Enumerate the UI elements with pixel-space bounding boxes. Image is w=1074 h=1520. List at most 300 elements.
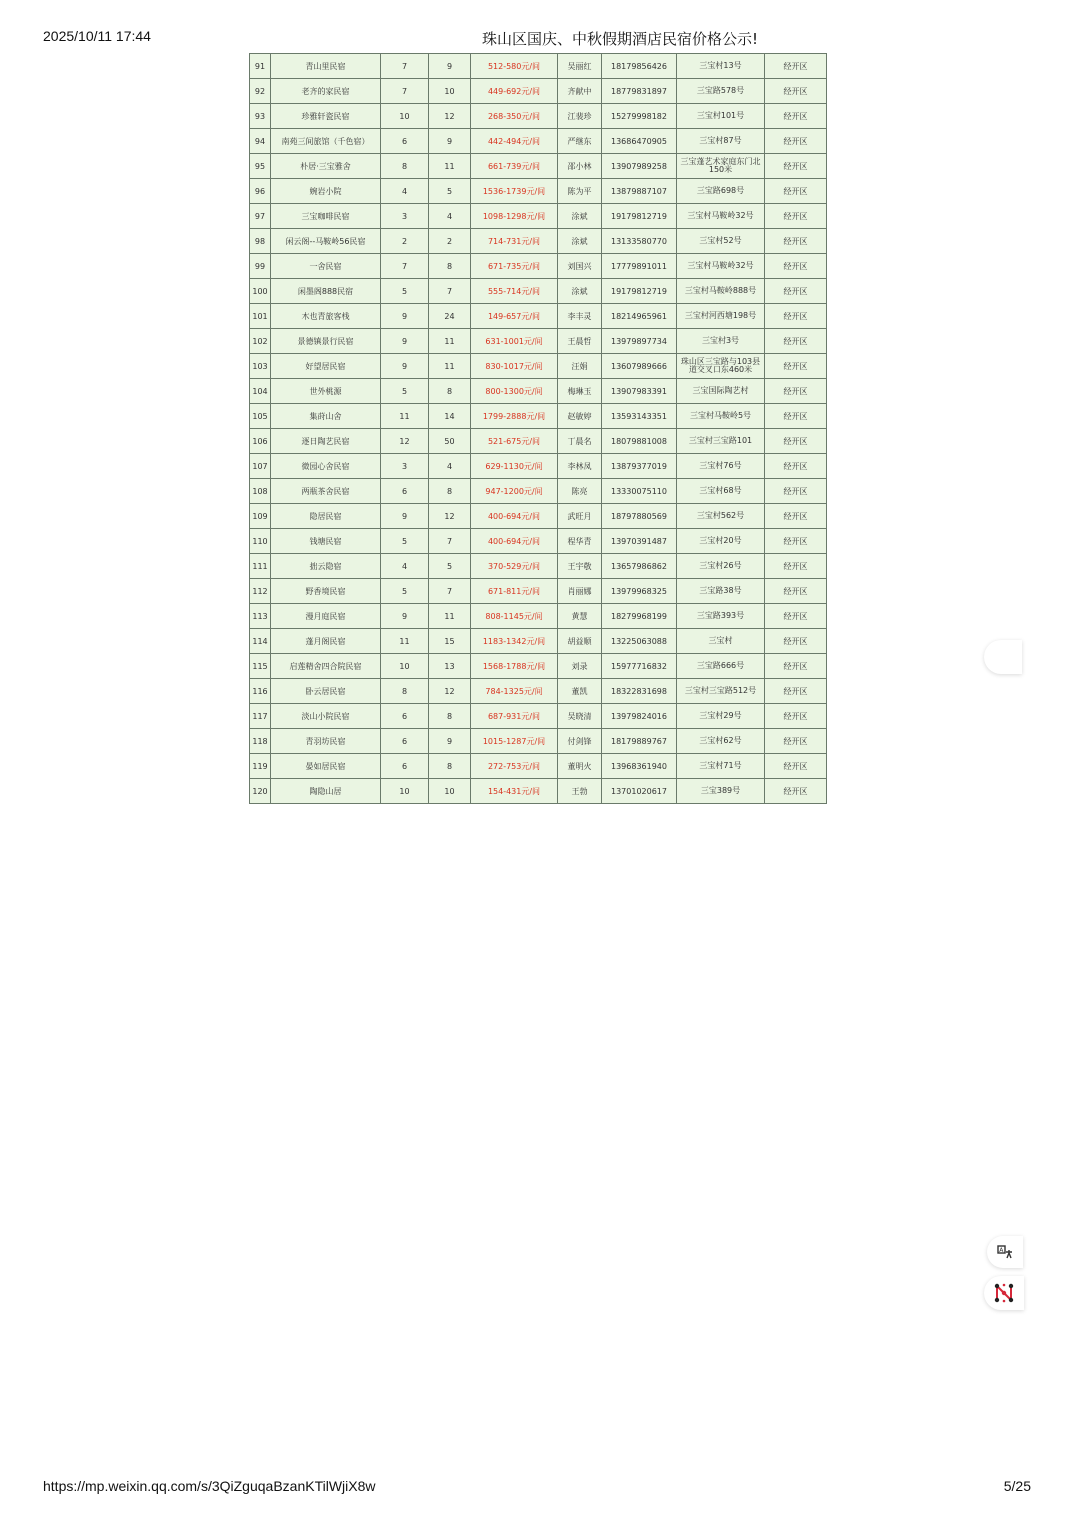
cell-index: 107 xyxy=(250,454,271,479)
cell-beds: 13 xyxy=(429,654,471,679)
cell-index: 112 xyxy=(250,579,271,604)
cell-name: 朴居·三宝雅舍 xyxy=(271,154,381,179)
cell-name: 青羽坊民宿 xyxy=(271,729,381,754)
cell-address: 三宝村87号 xyxy=(677,129,765,154)
table-row xyxy=(250,454,827,479)
cell-address: 三宝村29号 xyxy=(677,704,765,729)
table-row xyxy=(250,479,827,504)
cell-contact: 李丰灵 xyxy=(558,304,602,329)
cell-address: 三宝路698号 xyxy=(677,179,765,204)
cell-price: 808-1145元/间 xyxy=(471,604,558,629)
cell-contact: 黄慧 xyxy=(558,604,602,629)
page-number: 5/25 xyxy=(1003,1478,1031,1494)
cell-beds: 14 xyxy=(429,404,471,429)
cell-beds: 4 xyxy=(429,454,471,479)
cell-name: 南苑三间旅馆（千色宿） xyxy=(271,129,381,154)
table-row xyxy=(250,179,827,204)
table-row xyxy=(250,154,827,179)
cell-name: 蓬月阁民宿 xyxy=(271,629,381,654)
table-row xyxy=(250,279,827,304)
cell-address: 三宝389号 xyxy=(677,779,765,804)
cell-rooms: 2 xyxy=(381,229,429,254)
table-row xyxy=(250,729,827,754)
cell-price: 629-1130元/间 xyxy=(471,454,558,479)
cell-address: 三宝村河西塘198号 xyxy=(677,304,765,329)
cell-price: 149-657元/间 xyxy=(471,304,558,329)
cell-beds: 5 xyxy=(429,179,471,204)
cell-district: 经开区 xyxy=(765,329,827,354)
cell-contact: 刘录 xyxy=(558,654,602,679)
cell-name: 珍雅轩瓷民宿 xyxy=(271,104,381,129)
cell-index: 120 xyxy=(250,779,271,804)
cell-rooms: 7 xyxy=(381,254,429,279)
cell-name: 微园心舍民宿 xyxy=(271,454,381,479)
cell-index: 106 xyxy=(250,429,271,454)
cell-price: 555-714元/间 xyxy=(471,279,558,304)
table-row xyxy=(250,654,827,679)
cell-contact: 肖丽娜 xyxy=(558,579,602,604)
cell-district: 经开区 xyxy=(765,129,827,154)
cell-beds: 50 xyxy=(429,429,471,454)
cell-name: 世外桃源 xyxy=(271,379,381,404)
table-body xyxy=(250,54,827,804)
table-row xyxy=(250,354,827,379)
cell-address: 三宝村马鞍岭5号 xyxy=(677,404,765,429)
cell-phone: 18797880569 xyxy=(602,504,677,529)
cell-rooms: 10 xyxy=(381,654,429,679)
cell-name: 启莲精舍四合院民宿 xyxy=(271,654,381,679)
cell-phone: 18179889767 xyxy=(602,729,677,754)
cell-price: 268-350元/间 xyxy=(471,104,558,129)
cell-contact: 江裴珍 xyxy=(558,104,602,129)
cell-rooms: 8 xyxy=(381,679,429,704)
cell-contact: 刘国兴 xyxy=(558,254,602,279)
cell-beds: 4 xyxy=(429,204,471,229)
cell-contact: 丁晨名 xyxy=(558,429,602,454)
cell-phone: 18322831698 xyxy=(602,679,677,704)
cell-rooms: 7 xyxy=(381,54,429,79)
cell-beds: 11 xyxy=(429,604,471,629)
cell-phone: 18214965961 xyxy=(602,304,677,329)
table-row xyxy=(250,579,827,604)
cell-address: 三宝村62号 xyxy=(677,729,765,754)
cell-name: 闲墨阁888民宿 xyxy=(271,279,381,304)
cell-price: 1098-1298元/间 xyxy=(471,204,558,229)
cell-district: 经开区 xyxy=(765,404,827,429)
cell-rooms: 6 xyxy=(381,479,429,504)
cell-name: 钱塘民宿 xyxy=(271,529,381,554)
cell-phone: 13979897734 xyxy=(602,329,677,354)
cell-price: 947-1200元/间 xyxy=(471,479,558,504)
cell-phone: 15279998182 xyxy=(602,104,677,129)
cell-beds: 8 xyxy=(429,704,471,729)
cell-rooms: 9 xyxy=(381,329,429,354)
cell-district: 经开区 xyxy=(765,104,827,129)
cell-address: 三宝村71号 xyxy=(677,754,765,779)
table-row xyxy=(250,404,827,429)
cell-contact: 胡益顺 xyxy=(558,629,602,654)
cell-district: 经开区 xyxy=(765,54,827,79)
cell-address: 三宝路38号 xyxy=(677,579,765,604)
cell-name: 逐日陶艺民宿 xyxy=(271,429,381,454)
cell-contact: 李林凤 xyxy=(558,454,602,479)
cell-district: 经开区 xyxy=(765,254,827,279)
page-url: https://mp.weixin.qq.com/s/3QiZguqaBzanKTilWjiX8w xyxy=(43,1478,376,1494)
cell-beds: 8 xyxy=(429,754,471,779)
cell-beds: 8 xyxy=(429,479,471,504)
cell-phone: 13970391487 xyxy=(602,529,677,554)
cell-phone: 18279968199 xyxy=(602,604,677,629)
table-row xyxy=(250,104,827,129)
cell-rooms: 10 xyxy=(381,104,429,129)
cell-address: 三宝路578号 xyxy=(677,79,765,104)
cell-price: 800-1300元/间 xyxy=(471,379,558,404)
cell-index: 102 xyxy=(250,329,271,354)
cell-contact: 邵小林 xyxy=(558,154,602,179)
table-row xyxy=(250,379,827,404)
svg-text:A: A xyxy=(999,1247,1004,1254)
cell-index: 114 xyxy=(250,629,271,654)
cell-name: 野香境民宿 xyxy=(271,579,381,604)
cell-beds: 9 xyxy=(429,54,471,79)
cell-phone: 15977716832 xyxy=(602,654,677,679)
cell-index: 119 xyxy=(250,754,271,779)
cell-rooms: 9 xyxy=(381,504,429,529)
cell-contact: 程华青 xyxy=(558,529,602,554)
cell-name: 婉岩小院 xyxy=(271,179,381,204)
cell-district: 经开区 xyxy=(765,79,827,104)
cell-index: 98 xyxy=(250,229,271,254)
cell-district: 经开区 xyxy=(765,479,827,504)
cell-price: 671-811元/间 xyxy=(471,579,558,604)
cell-district: 经开区 xyxy=(765,604,827,629)
cell-rooms: 5 xyxy=(381,379,429,404)
cell-name: 卧云居民宿 xyxy=(271,679,381,704)
cell-contact: 王晨哲 xyxy=(558,329,602,354)
cell-beds: 8 xyxy=(429,379,471,404)
cell-index: 95 xyxy=(250,154,271,179)
cell-name: 集莳山舍 xyxy=(271,404,381,429)
cell-phone: 13686470905 xyxy=(602,129,677,154)
cell-rooms: 9 xyxy=(381,304,429,329)
cell-district: 经开区 xyxy=(765,429,827,454)
cell-name: 景德镇景行民宿 xyxy=(271,329,381,354)
cell-index: 104 xyxy=(250,379,271,404)
cell-address: 三宝蓬艺术家庭东门北150米 xyxy=(677,154,765,179)
cell-phone: 13979968325 xyxy=(602,579,677,604)
cell-district: 经开区 xyxy=(765,304,827,329)
cell-phone: 13879887107 xyxy=(602,179,677,204)
cell-rooms: 10 xyxy=(381,779,429,804)
cell-beds: 24 xyxy=(429,304,471,329)
cell-phone: 18179856426 xyxy=(602,54,677,79)
translate-icon xyxy=(997,1244,1013,1260)
cell-price: 272-753元/间 xyxy=(471,754,558,779)
cell-phone: 13133580770 xyxy=(602,229,677,254)
cell-rooms: 3 xyxy=(381,454,429,479)
cell-contact: 赵敏婷 xyxy=(558,404,602,429)
cell-contact: 陈为平 xyxy=(558,179,602,204)
cell-district: 经开区 xyxy=(765,454,827,479)
cell-phone: 19179812719 xyxy=(602,279,677,304)
cell-district: 经开区 xyxy=(765,754,827,779)
cell-district: 经开区 xyxy=(765,654,827,679)
cell-rooms: 5 xyxy=(381,529,429,554)
cell-phone: 13907989258 xyxy=(602,154,677,179)
cell-address: 三宝村13号 xyxy=(677,54,765,79)
cell-address: 三宝村马鞍岭888号 xyxy=(677,279,765,304)
cell-name: 晏如居民宿 xyxy=(271,754,381,779)
cell-name: 漫月庭民宿 xyxy=(271,604,381,629)
cell-phone: 17779891011 xyxy=(602,254,677,279)
cell-district: 经开区 xyxy=(765,204,827,229)
table-row xyxy=(250,329,827,354)
cell-address: 三宝村101号 xyxy=(677,104,765,129)
cell-district: 经开区 xyxy=(765,779,827,804)
cell-district: 经开区 xyxy=(765,354,827,379)
cell-index: 115 xyxy=(250,654,271,679)
cell-district: 经开区 xyxy=(765,504,827,529)
cell-rooms: 5 xyxy=(381,279,429,304)
cell-price: 400-694元/间 xyxy=(471,529,558,554)
cell-beds: 12 xyxy=(429,104,471,129)
cell-name: 隐居民宿 xyxy=(271,504,381,529)
cell-price: 1536-1739元/间 xyxy=(471,179,558,204)
cell-contact: 涂斌 xyxy=(558,229,602,254)
cell-phone: 13330075110 xyxy=(602,479,677,504)
cell-address: 三宝村三宝路512号 xyxy=(677,679,765,704)
cell-index: 118 xyxy=(250,729,271,754)
table-row xyxy=(250,54,827,79)
cell-phone: 18079881008 xyxy=(602,429,677,454)
cell-contact: 王勃 xyxy=(558,779,602,804)
cell-price: 400-694元/间 xyxy=(471,504,558,529)
cell-phone: 13701020617 xyxy=(602,779,677,804)
cell-price: 1799-2888元/间 xyxy=(471,404,558,429)
cell-rooms: 3 xyxy=(381,204,429,229)
cell-rooms: 6 xyxy=(381,129,429,154)
cell-phone: 13593143351 xyxy=(602,404,677,429)
cell-district: 经开区 xyxy=(765,229,827,254)
cell-address: 三宝路393号 xyxy=(677,604,765,629)
cell-name: 好望居民宿 xyxy=(271,354,381,379)
cell-rooms: 11 xyxy=(381,629,429,654)
cell-price: 512-580元/间 xyxy=(471,54,558,79)
cell-district: 经开区 xyxy=(765,154,827,179)
cell-address: 三宝路666号 xyxy=(677,654,765,679)
table-row xyxy=(250,629,827,654)
cell-phone: 13907983391 xyxy=(602,379,677,404)
cell-district: 经开区 xyxy=(765,704,827,729)
cell-index: 111 xyxy=(250,554,271,579)
cell-phone: 13225063088 xyxy=(602,629,677,654)
cell-beds: 12 xyxy=(429,679,471,704)
cell-rooms: 4 xyxy=(381,179,429,204)
cell-rooms: 11 xyxy=(381,404,429,429)
translate-button[interactable] xyxy=(987,1236,1023,1268)
cell-contact: 涂斌 xyxy=(558,279,602,304)
cell-contact: 武旺月 xyxy=(558,504,602,529)
cell-district: 经开区 xyxy=(765,554,827,579)
cell-price: 1183-1342元/间 xyxy=(471,629,558,654)
cell-address: 三宝村52号 xyxy=(677,229,765,254)
table-row xyxy=(250,229,827,254)
cell-index: 117 xyxy=(250,704,271,729)
cell-contact: 董凯 xyxy=(558,679,602,704)
cell-name: 三宝咖啡民宿 xyxy=(271,204,381,229)
cell-rooms: 6 xyxy=(381,704,429,729)
cell-name: 闲云阁--马鞍岭56民宿 xyxy=(271,229,381,254)
cell-price: 661-739元/间 xyxy=(471,154,558,179)
cell-beds: 9 xyxy=(429,129,471,154)
cell-phone: 13607989666 xyxy=(602,354,677,379)
cell-beds: 2 xyxy=(429,229,471,254)
cell-phone: 13979824016 xyxy=(602,704,677,729)
table-row xyxy=(250,604,827,629)
cell-phone: 19179812719 xyxy=(602,204,677,229)
table-row xyxy=(250,79,827,104)
cell-contact: 吴丽红 xyxy=(558,54,602,79)
table-row xyxy=(250,554,827,579)
cell-beds: 11 xyxy=(429,354,471,379)
cell-contact: 严继东 xyxy=(558,129,602,154)
cell-index: 103 xyxy=(250,354,271,379)
cell-contact: 梅琳玉 xyxy=(558,379,602,404)
cell-address: 三宝村马鞍岭32号 xyxy=(677,254,765,279)
table-row xyxy=(250,129,827,154)
cell-phone: 18779831897 xyxy=(602,79,677,104)
cell-district: 经开区 xyxy=(765,529,827,554)
cell-rooms: 6 xyxy=(381,754,429,779)
cell-beds: 7 xyxy=(429,579,471,604)
cell-contact: 董明火 xyxy=(558,754,602,779)
cell-index: 108 xyxy=(250,479,271,504)
cell-contact: 吴晓清 xyxy=(558,704,602,729)
cell-name: 老齐的家民宿 xyxy=(271,79,381,104)
cell-beds: 5 xyxy=(429,554,471,579)
cell-address: 三宝村20号 xyxy=(677,529,765,554)
cell-rooms: 9 xyxy=(381,354,429,379)
cell-address: 三宝村三宝路101 xyxy=(677,429,765,454)
cell-contact: 齐献中 xyxy=(558,79,602,104)
cell-price: 714-731元/间 xyxy=(471,229,558,254)
cell-rooms: 4 xyxy=(381,554,429,579)
table-row xyxy=(250,779,827,804)
print-datetime: 2025/10/11 17:44 xyxy=(43,28,151,44)
cell-district: 经开区 xyxy=(765,679,827,704)
cell-address: 三宝国际陶艺村 xyxy=(677,379,765,404)
cell-address: 三宝村26号 xyxy=(677,554,765,579)
assistant-button[interactable] xyxy=(984,1276,1024,1310)
cell-price: 830-1017元/间 xyxy=(471,354,558,379)
cell-price: 784-1325元/间 xyxy=(471,679,558,704)
cell-rooms: 7 xyxy=(381,79,429,104)
cell-name: 青山里民宿 xyxy=(271,54,381,79)
cell-district: 经开区 xyxy=(765,729,827,754)
cell-rooms: 6 xyxy=(381,729,429,754)
table-row xyxy=(250,529,827,554)
cell-district: 经开区 xyxy=(765,579,827,604)
table-row xyxy=(250,429,827,454)
table-row xyxy=(250,754,827,779)
table-row xyxy=(250,504,827,529)
cell-rooms: 9 xyxy=(381,604,429,629)
network-icon xyxy=(993,1282,1015,1304)
cell-address: 三宝村68号 xyxy=(677,479,765,504)
cell-address: 三宝村 xyxy=(677,629,765,654)
cell-index: 96 xyxy=(250,179,271,204)
cell-district: 经开区 xyxy=(765,179,827,204)
cell-index: 101 xyxy=(250,304,271,329)
cell-phone: 13657986862 xyxy=(602,554,677,579)
cell-beds: 7 xyxy=(429,279,471,304)
cell-beds: 7 xyxy=(429,529,471,554)
hotel-price-table xyxy=(249,53,827,804)
cell-address: 三宝村马鞍岭32号 xyxy=(677,204,765,229)
cell-price: 442-494元/间 xyxy=(471,129,558,154)
cell-index: 94 xyxy=(250,129,271,154)
cell-contact: 付剑锋 xyxy=(558,729,602,754)
cell-price: 671-735元/间 xyxy=(471,254,558,279)
cell-price: 1568-1788元/间 xyxy=(471,654,558,679)
cell-index: 97 xyxy=(250,204,271,229)
cell-price: 449-692元/间 xyxy=(471,79,558,104)
cell-address: 珠山区三宝路与103县道交叉口东460米 xyxy=(677,354,765,379)
cell-index: 116 xyxy=(250,679,271,704)
cell-rooms: 8 xyxy=(381,154,429,179)
cell-price: 154-431元/间 xyxy=(471,779,558,804)
cell-rooms: 12 xyxy=(381,429,429,454)
cell-price: 687-931元/间 xyxy=(471,704,558,729)
cell-index: 99 xyxy=(250,254,271,279)
cell-index: 105 xyxy=(250,404,271,429)
cell-beds: 8 xyxy=(429,254,471,279)
cell-contact: 涂斌 xyxy=(558,204,602,229)
cell-index: 93 xyxy=(250,104,271,129)
cell-address: 三宝村562号 xyxy=(677,504,765,529)
cell-contact: 陈亮 xyxy=(558,479,602,504)
cell-name: 木也青旅客栈 xyxy=(271,304,381,329)
cell-name: 拙云隐宿 xyxy=(271,554,381,579)
cell-price: 1015-1287元/间 xyxy=(471,729,558,754)
cell-name: 一舍民宿 xyxy=(271,254,381,279)
cell-beds: 12 xyxy=(429,504,471,529)
cell-phone: 13968361940 xyxy=(602,754,677,779)
cell-index: 100 xyxy=(250,279,271,304)
cell-beds: 15 xyxy=(429,629,471,654)
cell-index: 110 xyxy=(250,529,271,554)
cell-index: 113 xyxy=(250,604,271,629)
cell-index: 109 xyxy=(250,504,271,529)
cell-district: 经开区 xyxy=(765,379,827,404)
table-row xyxy=(250,304,827,329)
cell-rooms: 5 xyxy=(381,579,429,604)
cell-beds: 11 xyxy=(429,329,471,354)
cell-index: 91 xyxy=(250,54,271,79)
side-float-button[interactable] xyxy=(984,640,1022,674)
cell-price: 631-1001元/间 xyxy=(471,329,558,354)
table-row xyxy=(250,704,827,729)
table-row xyxy=(250,254,827,279)
cell-district: 经开区 xyxy=(765,629,827,654)
cell-price: 370-529元/间 xyxy=(471,554,558,579)
cell-beds: 9 xyxy=(429,729,471,754)
cell-name: 淡山小院民宿 xyxy=(271,704,381,729)
cell-index: 92 xyxy=(250,79,271,104)
cell-district: 经开区 xyxy=(765,279,827,304)
cell-beds: 11 xyxy=(429,154,471,179)
cell-beds: 10 xyxy=(429,779,471,804)
